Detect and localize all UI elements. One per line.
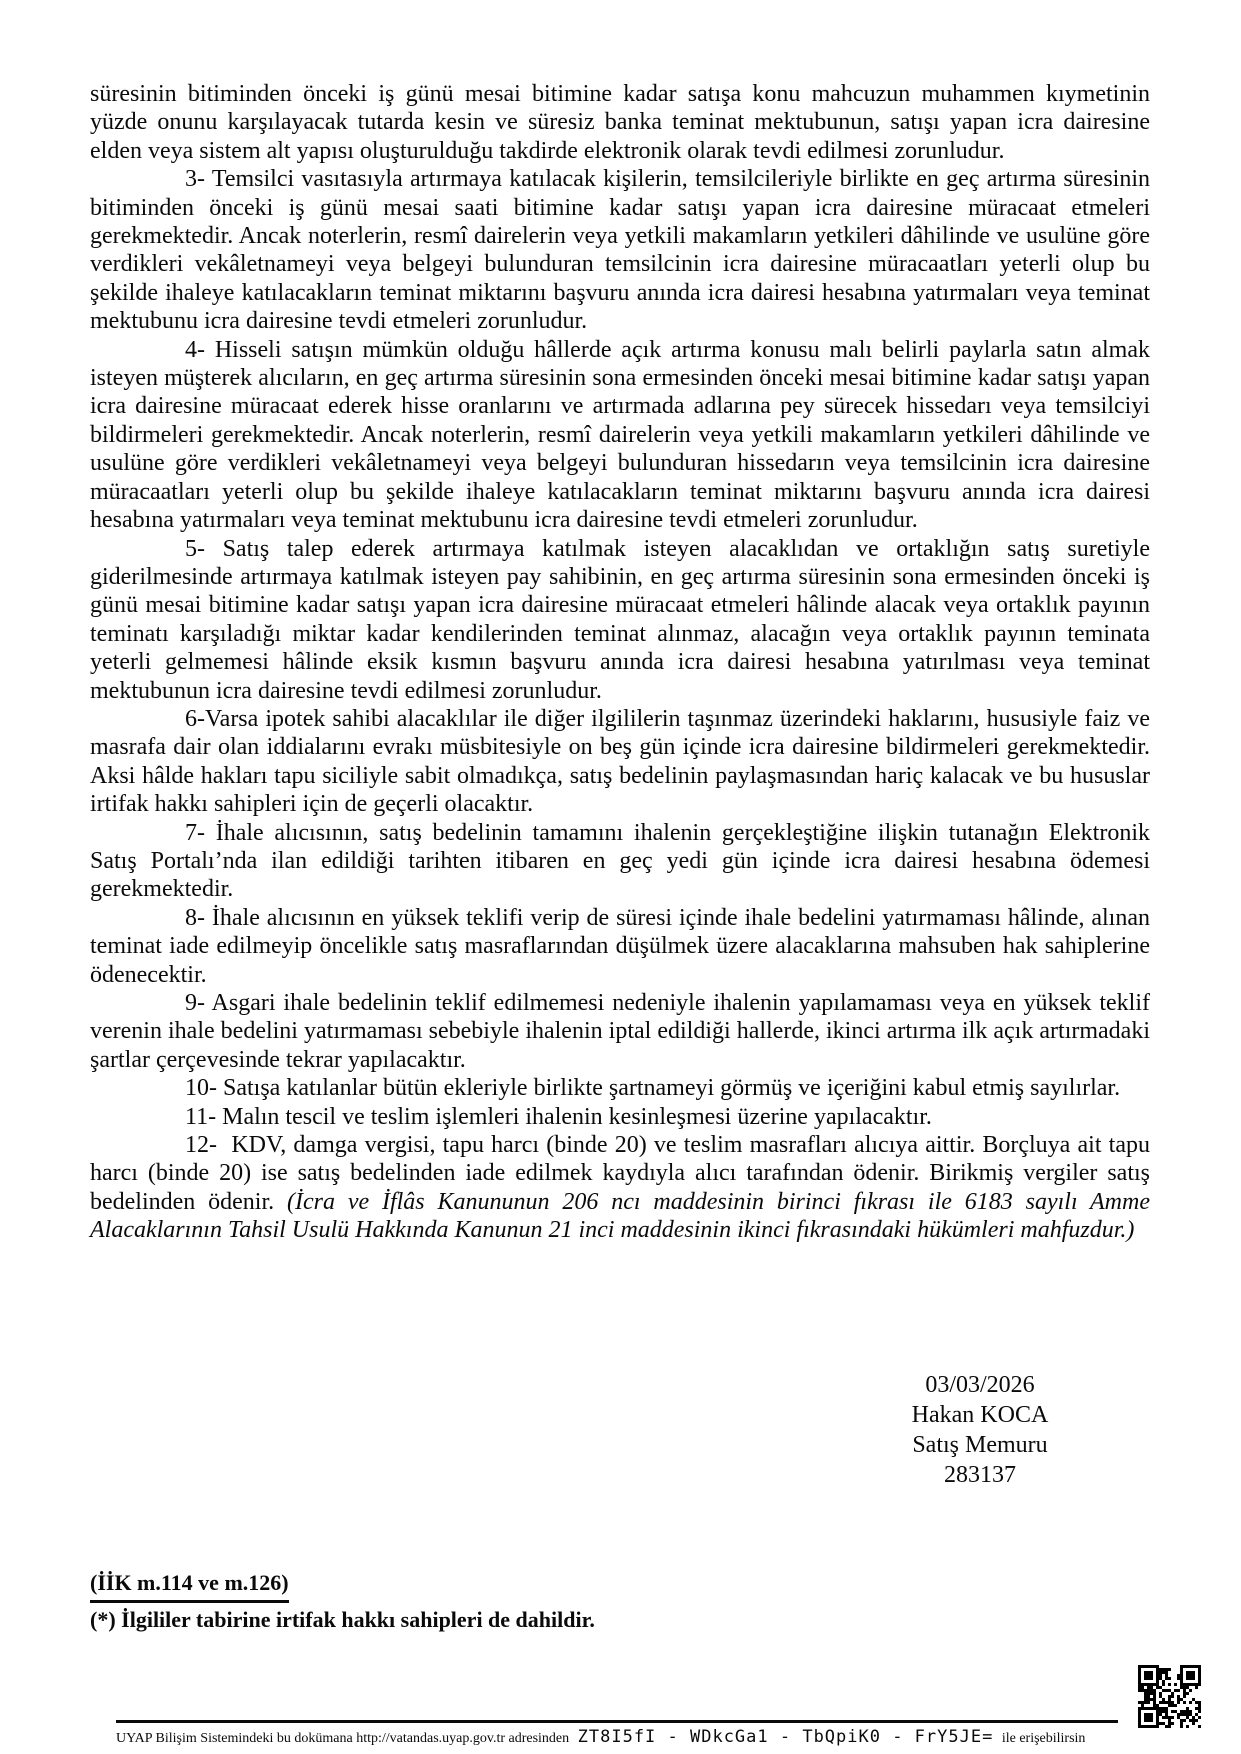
paragraph-item-3: 3- Temsilci vasıtasıyla artırmaya katılacak kişilerin, temsilcileriyle birlikte en geç artırma süresinin bitiminden önceki iş günü mesai saati bitimine kadar satışı yapan icra dairesine müracaat etmeleri gerekmektedir. Ancak noterlerin, resmî dairelerin veya yetkili makamların yetkileri dâhilinde ve usulüne göre verdikleri vekâletnameyi veya belgeyi bulunduran temsilcinin icra dairesine müracaatları yeterli olup bu şekilde ihaleye katılacakların teminat miktarını başvuru anında icra dairesi hesabına yatırmaları veya teminat mektubunu icra dairesine tevdi etmeleri zorunludur. <box>90 166 1150 335</box>
verification-code: ZT8I5fI - WDkcGa1 - TbQpiK0 - FrY5JE= <box>577 1727 994 1747</box>
footer-divider <box>116 1720 1118 1723</box>
law-reference: (İİK m.114 ve m.126) <box>90 1566 289 1603</box>
paragraph-item-12-text: 12- KDV, damga vergisi, tapu harcı (binde 20) ve teslim masrafları alıcıya aittir. Borçluya ait tapu harcı (binde 20) ise satış bedelinden iade edilmek kaydıyla alıcı tarafından ödenir. Birikmiş vergiler satış bedelinden ödenir. <box>90 1132 1150 1215</box>
signature-title: Satış Memuru <box>912 1432 1048 1458</box>
law-reference-line <box>90 1566 990 1603</box>
qr-code <box>1138 1665 1201 1728</box>
paragraph-item-5: 5- Satış talep ederek artırmaya katılmak isteyen alacaklıdan ve ortaklığın satış suretiyle giderilmesinde artırmaya katılmak isteyen pay sahibinin, en geç artırma süresinin sona ermesinden önceki iş günü mesai bitimine kadar satışı yapan icra dairesine müracaat etmeleri hâlinde alacak veya ortaklık payının teminatı karşıladığı miktar kadar kendilerinden teminat alınmaz, alacağın veya ortaklık payının teminata yeterli gelmemesi hâlinde eksik kısmın başvuru anında icra dairesi hesabına yatırılması veya teminat mektubunun icra dairesine tevdi edilmesi zorunludur. <box>90 535 1150 704</box>
signature-block <box>820 1370 1140 1490</box>
paragraph-item-7: 7- İhale alıcısının, satış bedelinin tamamını ihalenin gerçekleştiğine ilişkin tutanağın Elektronik Satış Portalı’nda ilan edildiği tarihten itibaren en geç yedi gün içinde icra dairesi hesabına ödemesi gerekmektedir. <box>90 819 1150 903</box>
paragraph-item-4: 4- Hisseli satışın mümkün olduğu hâllerde açık artırma konusu malı belirli paylarla satın almak isteyen müşterek alıcıların, en geç artırma süresinin sona ermesinden önceki mesai bitimine kadar satışı yapan icra dairesine müracaat ederek hisse oranlarını ve artırmada adlarına pey sürecek hissedarı veya temsilciyi bildirmeleri gerekmektedir. Ancak noterlerin, resmî dairelerin veya yetkili makamların yetkileri dâhilinde ve usulüne göre verdikleri vekâletnameyi veya belgeyi bulunduran hissedarın veya temsilcinin icra dairesine müracaatları yeterli olup bu şekilde ihaleye katılacakların teminat miktarını başvuru anında icra dairesi hesabına yatırmaları veya teminat mektubunu icra dairesine tevdi etmeleri zorunludur. <box>90 336 1150 534</box>
paragraph-continuation: süresinin bitiminden önceki iş günü mesai bitimine kadar satışa konu mahcuzun muhammen kıymetinin yüzde onunu karşılayacak tutarda kesin ve süresiz banka teminat mektubunun, satışı yapan icra dairesine elden veya sistem alt yapısı oluşturulduğu takdirde elektronik olarak tevdi edilmesi zorunludur. <box>90 81 1150 164</box>
body-text <box>90 80 1150 1245</box>
paragraph-item-9: 9- Asgari ihale bedelinin teklif edilmemesi nedeniyle ihalenin yapılamaması veya en yüksek teklif verenin ihale bedelini yatırmaması sebebiyle ihalenin iptal edildiği hallerde, ikinci artırma ilk açık artırmadaki şartlar çerçevesinde tekrar yapılacaktır. <box>90 990 1150 1073</box>
paragraph-item-11: 11- Malın tescil ve teslim işlemleri ihalenin kesinleşmesi üzerine yapılacaktır. <box>185 1103 932 1130</box>
signature-name: Hakan KOCA <box>911 1402 1049 1428</box>
legal-reservation-italic: (İcra ve İflâs Kanununun 206 ncı maddesinin birinci fıkrası ile 6183 sayılı Amme Alacaklarının Tahsil Usulü Hakkında Kanunun 21 inci maddesinin ikinci fıkrasındaki hükümleri mahfuzdur.) <box>90 1188 1150 1244</box>
paragraph-item-6: 6-Varsa ipotek sahibi alacaklılar ile diğer ilgililerin taşınmaz üzerindeki haklarını, hususiyle faiz ve masrafa dair olan iddialarını evrakı müsbitesiyle on beş gün içinde icra dairesine bildirmeleri gerekmektedir. Aksi hâlde hakları tapu siciliyle sabit olmadıkça, satış bedelinin paylaşmasından hariç kalacak ve bu hususlar irtifak hakkı sahipleri için de geçerli olacaktır. <box>90 705 1150 818</box>
paragraph-item-10: 10- Satışa katılanlar bütün ekleriyle birlikte şartnameyi görmüş ve içeriğini kabul etmiş sayılırlar. <box>185 1075 1121 1102</box>
paragraph-item-8: 8- İhale alıcısının en yüksek teklifi verip de süresi içinde ihale bedelini yatırmaması hâlinde, alınan teminat iade edilmeyip öncelikle satış masraflarından düşülmek üzere alacaklarına mahsuben hak sahiplerine ödenecektir. <box>90 904 1150 988</box>
uyap-footer <box>116 1727 1236 1747</box>
asterisk-note: (*) İlgililer tabirine irtifak hakkı sahipleri de dahildir. <box>90 1607 595 1632</box>
footnotes <box>90 1566 990 1636</box>
footer-prefix: UYAP Bilişim Sistemindeki bu dokümana http://vatandas.uyap.gov.tr adresinden <box>116 1731 570 1746</box>
signature-registry-number: 283137 <box>944 1462 1016 1488</box>
paragraph-item-12 <box>90 1131 1150 1245</box>
footer-suffix: ile erişebilirsin <box>1001 1731 1086 1746</box>
signature-date: 03/03/2026 <box>925 1372 1035 1398</box>
